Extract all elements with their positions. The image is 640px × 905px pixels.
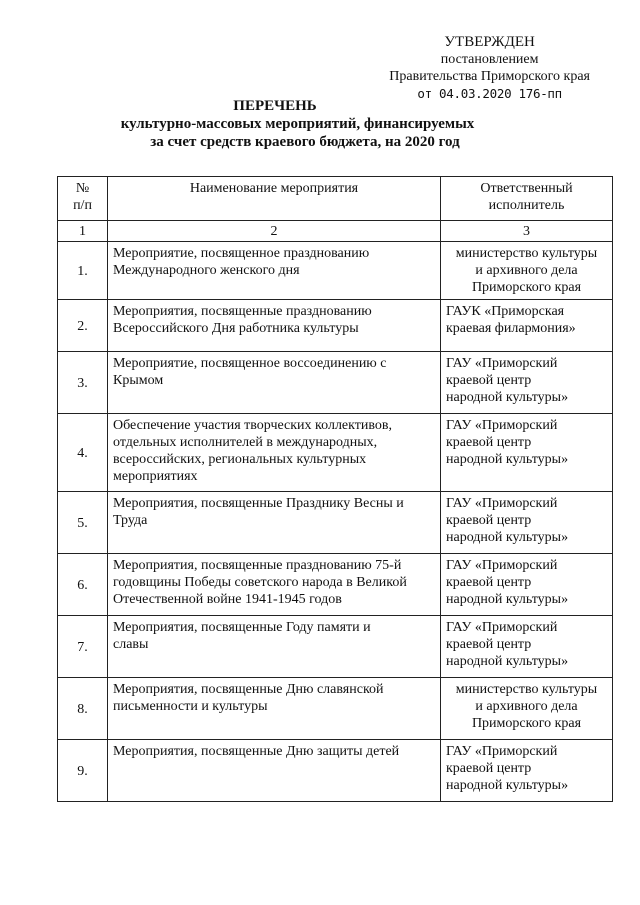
col-number: 1 [58, 221, 108, 242]
table-row [58, 352, 613, 414]
table-row [58, 616, 613, 678]
responsible-executor: ГАУ «Приморский краевой центр народной культуры» [441, 554, 613, 616]
responsible-executor: ГАУ «Приморский краевой центр народной культуры» [441, 616, 613, 678]
row-number: 1. [58, 242, 108, 300]
table-row [58, 242, 613, 300]
table-row [58, 740, 613, 802]
event-name: Мероприятия, посвященные празднованию 75-й годовщины Победы советского народа в Великой Отечественной войне 1941-1945 годов [108, 554, 441, 616]
row-number: 7. [58, 616, 108, 678]
table-row [58, 414, 613, 492]
responsible-executor: ГАУ «Приморский краевой центр народной культуры» [441, 740, 613, 802]
table-row [58, 678, 613, 740]
event-name: Мероприятия, посвященные Празднику Весны и Труда [108, 492, 441, 554]
document-subtitle-1: культурно-массовых мероприятий, финансируемых [120, 116, 475, 132]
responsible-executor: министерство культуры и архивного дела Приморского края [441, 242, 613, 300]
col-number: 2 [108, 221, 441, 242]
row-number: 8. [58, 678, 108, 740]
responsible-executor: министерство культуры и архивного дела Приморского края [441, 678, 613, 740]
event-name: Мероприятие, посвященное празднованию Международного женского дня [108, 242, 441, 300]
row-number: 3. [58, 352, 108, 414]
row-number: 6. [58, 554, 108, 616]
row-number: 5. [58, 492, 108, 554]
approval-line-1: постановлением [440, 52, 539, 67]
responsible-executor: ГАУК «Приморская краевая филармония» [441, 300, 613, 352]
responsible-executor: ГАУ «Приморский краевой центр народной культуры» [441, 414, 613, 492]
approval-date: от 04.03.2020 176-пп [417, 86, 562, 101]
table-row [58, 300, 613, 352]
event-name: Мероприятия, посвященные Году памяти и славы [108, 616, 441, 678]
event-name: Мероприятия, посвященные Дню защиты детей [108, 740, 441, 802]
event-name: Обеспечение участия творческих коллективов, отдельных исполнителей в международных, всероссийских, региональных культурных мероприятиях [108, 414, 441, 492]
document-heading [0, 97, 640, 151]
col-number: 3 [441, 221, 613, 242]
approval-stamp [389, 34, 590, 102]
table-header-row [58, 177, 613, 221]
document-title: ПЕРЕЧЕНЬ [233, 98, 317, 114]
events-table [57, 176, 613, 802]
responsible-executor: ГАУ «Приморский краевой центр народной культуры» [441, 352, 613, 414]
event-name: Мероприятия, посвященные празднованию Всероссийского Дня работника культуры [108, 300, 441, 352]
responsible-executor: ГАУ «Приморский краевой центр народной культуры» [441, 492, 613, 554]
document-subtitle-2: за счет средств краевого бюджета, на 2020 год [150, 134, 460, 150]
header-num: № п/п [58, 177, 108, 221]
header-exec: Ответственный исполнитель [441, 177, 613, 221]
row-number: 4. [58, 414, 108, 492]
table-row [58, 492, 613, 554]
row-number: 9. [58, 740, 108, 802]
table-row [58, 554, 613, 616]
approval-line-2: Правительства Приморского края [389, 69, 590, 84]
header-name: Наименование мероприятия [108, 177, 441, 221]
event-name: Мероприятие, посвященное воссоединению с Крымом [108, 352, 441, 414]
approval-title: УТВЕРЖДЕН [444, 34, 535, 50]
event-name: Мероприятия, посвященные Дню славянской письменности и культуры [108, 678, 441, 740]
row-number: 2. [58, 300, 108, 352]
column-number-row [58, 221, 613, 242]
